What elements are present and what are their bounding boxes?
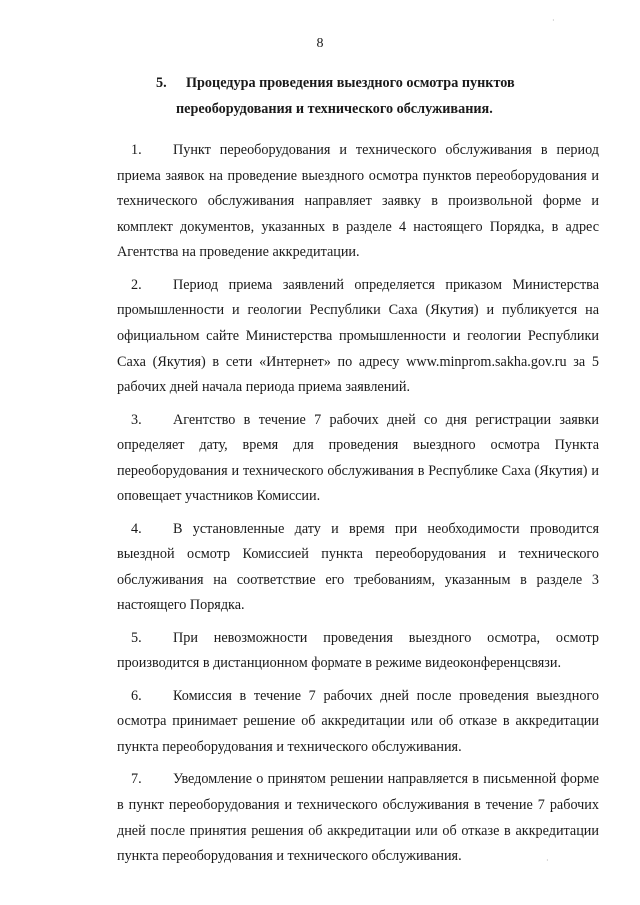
- scan-speck: ·: [546, 856, 549, 865]
- paragraph-4: [117, 517, 599, 619]
- paragraph-number: 5.: [131, 629, 142, 646]
- paragraph-text: В установленные дату и время при необходимости проводится выездной осмотр Комиссией пункта переоборудования и технического обслуживания на соответствие его требованиям, указанным в разделе 3 настоящего Порядка.: [117, 520, 599, 614]
- paragraph-text: Уведомление о принятом решении направляется в письменной форме в пункт переоборудования и технического обслуживания в течение 7 рабочих дней после принятия решения об аккредитации или об отказе в аккредитации пункта переоборудования и технического обслуживания.: [117, 771, 599, 865]
- section-number: 5.: [156, 75, 167, 91]
- paragraph-number: 3.: [131, 411, 142, 428]
- paragraph-text: Агентство в течение 7 рабочих дней со дня регистрации заявки определяет дату, время для проведения выездного осмотра Пункта переоборудования и технического обслуживания в Республике Саха (Якутия) и оповещает участников Комиссии.: [117, 411, 599, 505]
- paragraph-number: 1.: [131, 142, 142, 158]
- section-title-line2: переоборудования и технического обслуживания.: [176, 101, 493, 117]
- scan-speck: ·: [552, 16, 555, 25]
- paragraph-text: При невозможности проведения выездного осмотра, осмотр производится в дистанционном формате в режиме видеоконференцсвязи.: [117, 629, 599, 672]
- paragraph-text: Пункт переоборудования и технического обслуживания в период приема заявок на проведение выездного осмотра пунктов переоборудования и технического обслуживания направляет заявку в произвольной форме и комплект документов, указанных в разделе 4 настоящего Порядка, в адрес Агентства на проведение аккредитации.: [117, 142, 599, 261]
- paragraph-3: [117, 408, 599, 510]
- paragraph-1: [117, 138, 599, 266]
- page-number: 8: [316, 36, 324, 51]
- paragraph-7: [117, 767, 599, 869]
- paragraph-5: [117, 626, 599, 677]
- paragraph-6: [117, 684, 599, 761]
- section-body: [117, 138, 599, 877]
- paragraph-text: Период приема заявлений определяется приказом Министерства промышленности и геологии Республики Саха (Якутия) и публикуется на официальном сайте Министерства промышленности и геологии Республики Саха (Якутия) в сети «Интернет» по адресу www.minprom.sakha.gov.ru за 5 рабочих дней начала периода приема заявлений.: [117, 276, 599, 396]
- paragraph-number: 7.: [131, 771, 142, 788]
- paragraph-text: Комиссия в течение 7 рабочих дней после проведения выездного осмотра принимает решение об аккредитации или об отказе в аккредитации пункта переоборудования и технического обслуживания.: [117, 687, 599, 756]
- paragraph-number: 2.: [131, 276, 142, 293]
- section-title-line1: Процедура проведения выездного осмотра пунктов: [186, 75, 515, 91]
- paragraph-number: 4.: [131, 520, 142, 537]
- section-heading: [118, 70, 588, 122]
- paragraph-number: 6.: [131, 687, 142, 704]
- paragraph-2: [117, 273, 599, 401]
